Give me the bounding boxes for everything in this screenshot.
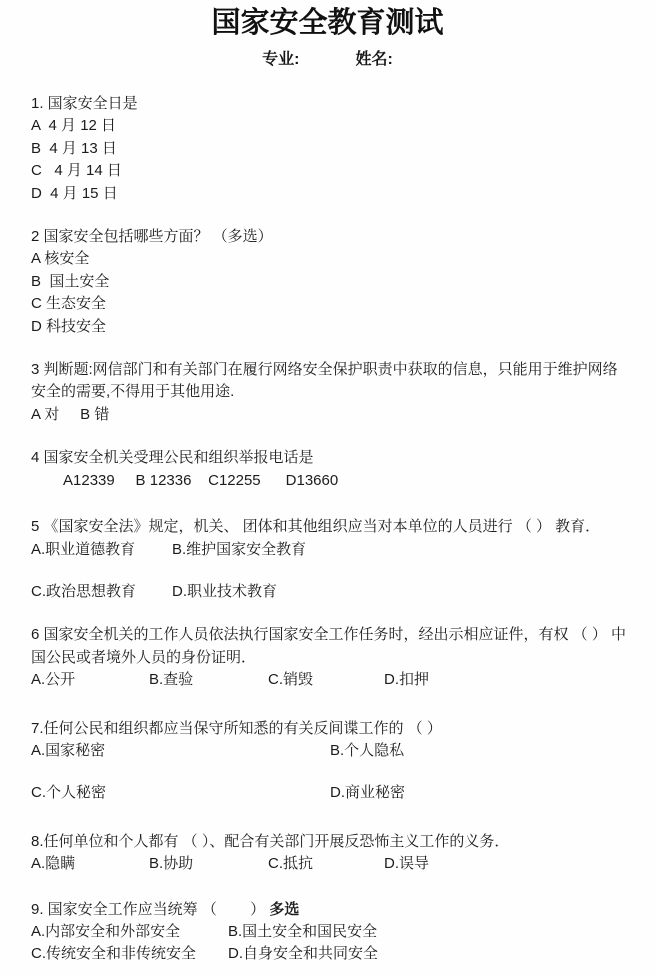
question-7-option-d: D.商业秘密 (330, 784, 406, 802)
question-7-option-c: C.个人秘密 (31, 784, 107, 802)
question-1-option-c: C 4 月 14 日 (31, 162, 122, 180)
question-5-options-row-1 (31, 539, 627, 561)
question-4-options: A12339 B 12336 C12255 D13660 (63, 471, 339, 489)
major-label: 专业: (262, 51, 300, 68)
question-5-option-c: C.政治思想教育 (31, 582, 137, 600)
question-6-options-row (31, 669, 627, 691)
question-5-option-d: D.职业技术教育 (172, 582, 278, 600)
question-1-option-a: A 4 月 12 日 (31, 117, 117, 135)
question-3 (31, 359, 627, 426)
question-6-option-d: D.扣押 (384, 671, 430, 689)
question-8-option-c: C.抵抗 (268, 855, 314, 873)
question-9 (31, 899, 627, 966)
question-5-stem: 5 《国家安全法》规定，机关、 团体和其他组织应当对本单位的人员进行 （ ） 教育． (31, 518, 601, 536)
question-9-options-row-1 (31, 921, 627, 943)
header-fields (0, 50, 655, 70)
question-6 (31, 624, 627, 691)
question-6-stem-line-2: 国公民或者境外人员的身份证明． (31, 648, 257, 666)
question-7-option-a: A.国家秘密 (31, 741, 106, 759)
question-9-stem-text: 9. 国家安全工作应当统筹 （ ） (31, 900, 270, 918)
question-5-option-a: A.职业道德教育 (31, 540, 136, 558)
question-8-option-d: D.误导 (384, 855, 430, 873)
question-1-stem: 1. 国家安全日是 (31, 95, 138, 112)
question-5-option-b: B.维护国家安全教育 (172, 540, 307, 558)
question-9-option-a: A.内部安全和外部安全 (31, 922, 181, 940)
question-2-stem: 2 国家安全包括哪些方面？ （多选） (31, 228, 273, 246)
question-3-stem-line-1: 3 判断题:网信部门和有关部门在履行网络安全保护职责中获取的信息，只能用于维护网络 (31, 361, 618, 379)
page-title: 国家安全教育测试 (211, 7, 444, 39)
question-7-option-b: B.个人隐私 (330, 741, 405, 759)
question-6-option-c: C.销毁 (268, 671, 314, 689)
question-9-multi-select-tag: 多选 (269, 900, 300, 918)
question-8-stem: 8.任何单位和个人都有 （ ）、配合有关部门开展反恐怖主义工作的义务． (31, 832, 510, 850)
question-6-option-a: A.公开 (31, 671, 76, 689)
question-4-stem: 4 国家安全机关受理公民和组织举报电话是 (31, 449, 314, 467)
question-8 (31, 831, 627, 876)
question-6-stem-line-1: 6 国家安全机关的工作人员依法执行国家安全工作任务时，经出示相应证件，有权 （ ） 中 (31, 626, 627, 644)
question-8-options-row (31, 853, 627, 875)
name-label: 姓名: (355, 51, 393, 68)
question-7-options-row-2 (31, 782, 627, 804)
question-1 (31, 93, 627, 205)
question-2 (31, 226, 627, 338)
question-3-stem-line-2: 安全的需要,不得用于其他用途. (31, 383, 235, 401)
question-5-options-row-2 (31, 581, 627, 603)
question-5 (31, 516, 627, 603)
question-9-option-b: B.国土安全和国民安全 (228, 922, 378, 940)
question-4 (31, 447, 627, 492)
questions-list (0, 93, 655, 966)
question-2-option-b: B 国土安全 (31, 272, 110, 290)
question-2-option-c: C 生态安全 (31, 295, 107, 313)
question-9-option-d: D.自身安全和共同安全 (228, 945, 379, 963)
question-3-answers: A 对 B 错 (31, 405, 110, 423)
question-6-option-b: B.查验 (149, 671, 194, 689)
question-7-options-row-1 (31, 740, 627, 762)
question-8-option-a: A.隐瞒 (31, 855, 76, 873)
question-9-stem (31, 899, 627, 921)
question-9-option-c: C.传统安全和非传统安全 (31, 945, 197, 963)
question-1-option-b: B 4 月 13 日 (31, 139, 117, 157)
question-1-option-d: D 4 月 15 日 (31, 184, 118, 202)
question-8-option-b: B.协助 (149, 855, 194, 873)
question-7 (31, 718, 627, 805)
question-9-options-row-2 (31, 943, 627, 965)
question-2-option-a: A 核安全 (31, 250, 90, 268)
question-2-option-d: D 科技安全 (31, 317, 107, 335)
question-7-stem: 7.任何公民和组织都应当保守所知悉的有关反间谍工作的 （ ） (31, 719, 442, 737)
